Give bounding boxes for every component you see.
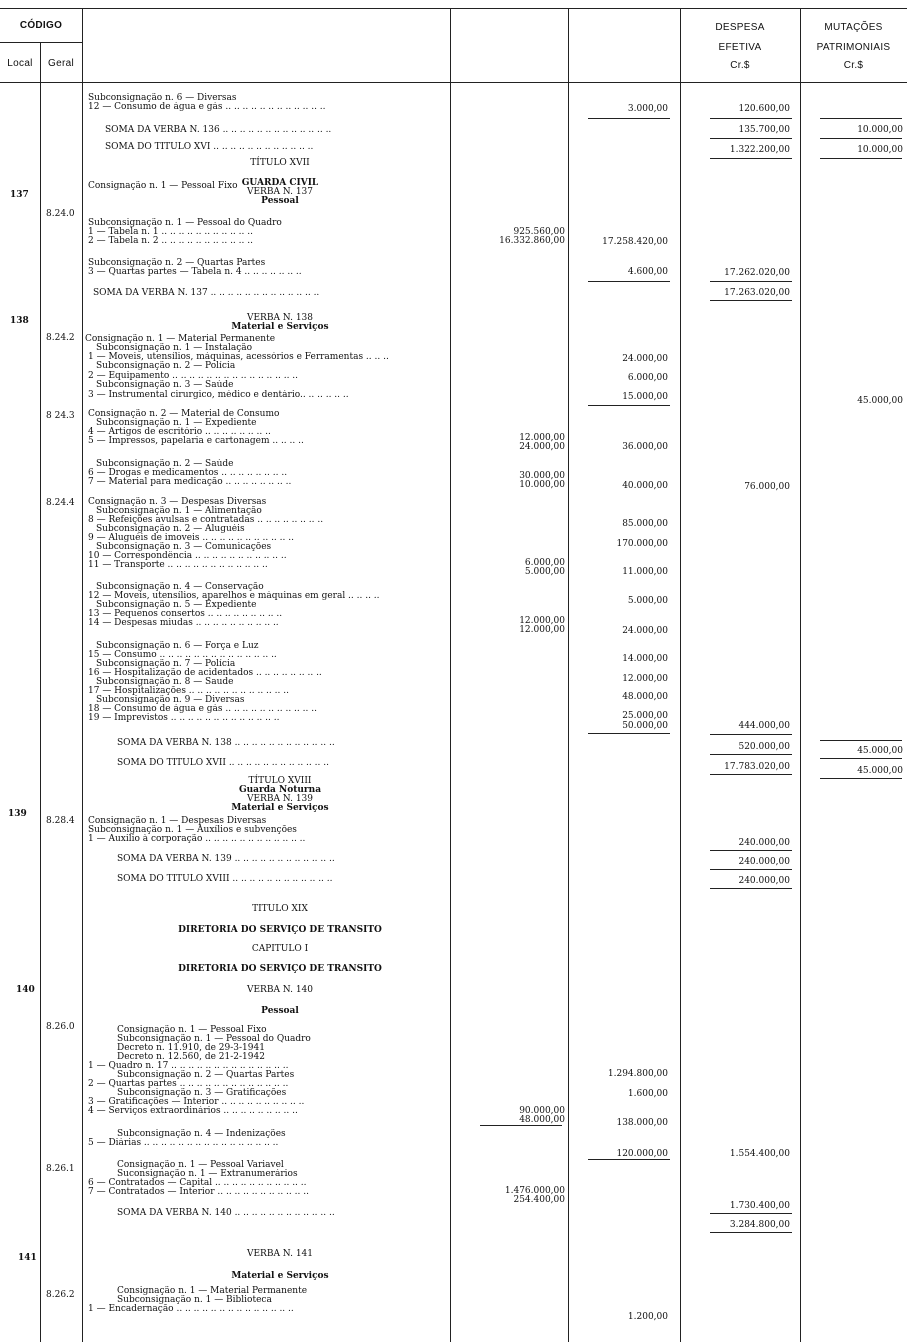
line-item-text: Subconsignação n. 2 — Saúde <box>96 459 234 469</box>
line-item-text: 4 — Artigos de escritório .. .. .. .. .. .. .. .. <box>88 427 271 437</box>
despesa-efetiva-value: 17.263.020,00 <box>724 288 790 298</box>
line-item-text: Subconsignação n. 3 — Saúde <box>96 380 234 390</box>
sum-rule <box>588 1159 670 1160</box>
despesa-efetiva-value: 444.000,00 <box>738 721 790 731</box>
amount-col2: 48.000,00 <box>622 692 668 702</box>
sum-rule <box>820 740 902 741</box>
section-title: TITULO XIX <box>252 904 308 914</box>
col-sep-col3 <box>800 8 801 1342</box>
mutacoes-value: 45.000,00 <box>857 766 903 776</box>
line-item-text: Subconsignação n. 9 — Diversas <box>96 695 245 705</box>
line-item-text: 2 — Quartas partes .. .. .. .. .. .. .. .. .. .. .. .. .. <box>88 1079 289 1089</box>
sum-rule <box>820 778 902 779</box>
amount-col2: 6.000,00 <box>627 373 668 383</box>
sum-rule <box>710 850 792 851</box>
line-item-text: 6 — Drogas e medicamentos .. .. .. .. .. .. .. .. <box>88 468 288 478</box>
geral-code: 8.24.4 <box>46 498 75 508</box>
mutacoes-value: 10.000,00 <box>857 125 903 135</box>
section-title: CAPITULO I <box>251 944 309 954</box>
amount-col1: 6.000,00 <box>524 558 565 568</box>
amount-col1: 5.000,00 <box>524 567 565 577</box>
amount-col1: 24.000,00 <box>519 442 565 452</box>
line-item-text: 2 — Tabela n. 2 .. .. .. .. .. .. .. .. .. .. .. <box>88 236 253 246</box>
line-item-text: 7 — Material para medicação .. .. .. .. .. .. .. .. <box>88 477 292 487</box>
line-item-text: Subconsignação n. 1 — Pessoal do Quadro <box>117 1034 311 1044</box>
line-item-text: 9 — Aluguéis de imoveis .. .. .. .. .. .. .. .. .. .. .. <box>88 533 294 543</box>
line-item-text: Subconsignação n. 4 — Indenizações <box>117 1129 286 1139</box>
line-item-text: 12 — Consumo de água e gás .. .. .. .. .. .. .. .. .. .. .. .. <box>88 102 326 112</box>
amount-col2: 14.000,00 <box>622 654 668 664</box>
line-item-text: Consignação n. 2 — Material de Consumo <box>88 409 280 419</box>
sum-rule <box>710 869 792 870</box>
sum-rule <box>588 733 670 734</box>
line-item-text: Subconsignação n. 3 — Comunicações <box>96 542 272 552</box>
line-item-text: Subconsignação n. 1 — Instalação <box>96 343 253 353</box>
header-bottom-rule <box>0 82 907 83</box>
sum-rule <box>710 138 792 139</box>
sum-rule <box>710 888 792 889</box>
despesa-efetiva-value: 17.783.020,00 <box>724 762 790 772</box>
line-item-text: Subconsignação n. 1 — Pessoal do Quadro <box>88 218 282 228</box>
geral-code: 8.24.0 <box>46 209 75 219</box>
section-title: Material e Serviços <box>231 322 329 332</box>
line-item-text: 5 — Diárias .. .. .. .. .. .. .. .. .. .. .. .. .. .. .. .. <box>88 1138 279 1148</box>
amount-col1: 10.000,00 <box>519 480 565 490</box>
col-sep-local <box>40 42 41 1342</box>
line-item-text: Subconsignação n. 2 — Polícia <box>96 361 236 371</box>
section-title: DIRETORIA DO SERVIÇO DE TRANSITO <box>178 925 382 935</box>
amount-col2: 36.000,00 <box>622 442 668 452</box>
sum-rule <box>710 1232 792 1233</box>
amount-col1: 16.332.860,00 <box>499 236 565 246</box>
section-title: TÍTULO XVII <box>250 158 310 168</box>
sum-rule <box>480 1125 562 1126</box>
line-item-text: SOMA DA VERBA N. 137 .. .. .. .. .. .. .. .. .. .. .. .. .. <box>93 288 320 298</box>
geral-code: 8.24.2 <box>46 333 75 343</box>
line-item-text: Subconsignação n. 1 — Auxílios e subvenções <box>88 825 297 835</box>
section-title: Pessoal <box>261 1006 299 1016</box>
sum-rule <box>588 118 670 119</box>
line-item-text: Subconsignação n. 1 — Expediente <box>96 418 257 428</box>
line-item-text: 8 — Refeições avulsas e contratadas .. .. .. .. .. .. .. .. <box>88 515 324 525</box>
amount-col2: 50.000,00 <box>622 721 668 731</box>
amount-col2: 85.000,00 <box>622 519 668 529</box>
section-title: Pessoal <box>261 196 299 206</box>
line-item-text: Consignação n. 1 — Material Permanente <box>117 1286 308 1296</box>
line-item-text: SOMA DA VERBA N. 140 .. .. .. .. .. .. .. .. .. .. .. .. <box>117 1208 335 1218</box>
line-item-text: 5 — Impressos, papelaria e cartonagem .. .. .. .. <box>88 436 304 446</box>
line-item-text: 7 — Contratados — Interior .. .. .. .. .. .. .. .. .. .. .. <box>88 1187 309 1197</box>
line-item-text: Consignação n. 1 — Pessoal Fixo <box>117 1025 267 1035</box>
mutacoes-value: 45.000,00 <box>857 396 903 406</box>
line-item-text: Consignação n. 1 — Material Permanente <box>85 334 276 344</box>
col-sep-col2 <box>680 8 681 1342</box>
section-title: VERBA N. 138 <box>246 313 314 323</box>
line-item-text: Subconsignação n. 2 — Quartas Partes <box>88 258 266 268</box>
sum-rule <box>588 281 670 282</box>
col-sep-desc <box>450 8 451 1342</box>
line-item-text: 10 — Correspondência .. .. .. .. .. .. .. .. .. .. .. <box>88 551 287 561</box>
section-title: VERBA N. 137 <box>246 187 314 197</box>
line-item-text: SOMA DO TÍTULO XVI .. .. .. .. .. .. .. .. .. .. .. .. <box>105 142 314 152</box>
verba-local-code: 137 <box>10 190 29 200</box>
amount-col2: 40.000,00 <box>622 481 668 491</box>
line-item-text: 14 — Despesas miudas .. .. .. .. .. .. .. .. .. .. <box>88 618 279 628</box>
despesa-efetiva-value: 135.700,00 <box>738 125 790 135</box>
geral-code: 8.26.1 <box>46 1164 75 1174</box>
header-geral: Geral <box>48 58 74 69</box>
header-despesa-1: DESPESA <box>715 22 765 33</box>
line-item-text: Subconsignação n. 7 — Polícia <box>96 659 236 669</box>
amount-col1: 12.000,00 <box>519 616 565 626</box>
sum-rule <box>710 118 792 119</box>
amount-col1: 12.000,00 <box>519 433 565 443</box>
line-item-text: Consignação n. 1 — Despesas Diversas <box>88 816 267 826</box>
codigo-divider <box>0 42 82 43</box>
amount-col2: 120.000,00 <box>616 1149 668 1159</box>
amount-col2: 24.000,00 <box>622 354 668 364</box>
section-title: GUARDA CIVIL <box>241 178 319 188</box>
despesa-efetiva-value: 1.730.400,00 <box>729 1201 790 1211</box>
amount-col2: 12.000,00 <box>622 674 668 684</box>
sum-rule <box>710 754 792 755</box>
sum-rule <box>710 158 792 159</box>
line-item-text: 15 — Consumo .. .. .. .. .. .. .. .. .. .. .. .. .. .. <box>88 650 277 660</box>
header-despesa-3: Cr.$ <box>730 60 750 71</box>
sum-rule <box>588 405 670 406</box>
sum-rule <box>820 758 902 759</box>
line-item-text: SOMA DO TÍTULO XVII .. .. .. .. .. .. .. .. .. .. .. .. <box>117 758 329 768</box>
line-item-text: 1 — Tabela n. 1 .. .. .. .. .. .. .. .. .. .. .. <box>88 227 253 237</box>
amount-col1: 12.000,00 <box>519 625 565 635</box>
line-item-text: 16 — Hospitalização de acidentados .. .. .. .. .. .. .. .. <box>88 668 322 678</box>
despesa-efetiva-value: 76.000,00 <box>744 482 790 492</box>
line-item-text: Subconsignação n. 6 — Diversas <box>88 93 237 103</box>
amount-col2: 170.000,00 <box>616 539 668 549</box>
despesa-efetiva-value: 240.000,00 <box>738 838 790 848</box>
line-item-text: 4 — Serviços extraordinários .. .. .. .. .. .. .. .. .. <box>88 1106 298 1116</box>
line-item-text: 1 — Auxilio à corporação .. .. .. .. .. .. .. .. .. .. .. .. <box>88 834 306 844</box>
line-item-text: Subconsignação n. 8 — Saude <box>96 677 234 687</box>
amount-col2: 24.000,00 <box>622 626 668 636</box>
header-mutacoes-3: Cr.$ <box>843 60 864 71</box>
section-title: Material e Serviços <box>231 1271 329 1281</box>
sum-rule <box>820 118 902 119</box>
section-title: VERBA N. 140 <box>246 985 314 995</box>
verba-local-code: 140 <box>16 985 35 995</box>
amount-col1: 254.400,00 <box>513 1195 565 1205</box>
amount-col1: 30.000,00 <box>519 471 565 481</box>
verba-local-code: 141 <box>18 1253 37 1263</box>
line-item-text: Subconsignação n. 2 — Quartas Partes <box>117 1070 295 1080</box>
line-item-text: Subconsignação n. 6 — Força e Luz <box>96 641 259 651</box>
amount-col1: 48.000,00 <box>519 1115 565 1125</box>
line-item-text: Subconsignação n. 2 — Aluguéis <box>96 524 245 534</box>
sum-rule <box>820 138 902 139</box>
line-item-text: 3 — Instrumental cirurgico, médico e dentário.. .. .. .. .. .. <box>88 390 349 400</box>
line-item-text: 19 — Imprevistos .. .. .. .. .. .. .. .. .. .. .. .. .. <box>88 713 280 723</box>
line-item-text: 18 — Consumo de água e gás .. .. .. .. .. .. .. .. .. .. .. <box>88 704 317 714</box>
amount-col2: 138.000,00 <box>616 1118 668 1128</box>
line-item-text: SOMA DA VERBA N. 139 .. .. .. .. .. .. .. .. .. .. .. .. <box>117 854 335 864</box>
despesa-efetiva-value: 1.322.200,00 <box>729 145 790 155</box>
line-item-text: Subconsignação n. 4 — Conservação <box>96 582 264 592</box>
despesa-efetiva-value: 240.000,00 <box>738 857 790 867</box>
line-item-text: Subconsignação n. 1 — Alimentação <box>96 506 262 516</box>
line-item-text: Subconsignação n. 5 — Expediente <box>96 600 257 610</box>
amount-col2: 1.294.800,00 <box>607 1069 668 1079</box>
section-title: VERBA N. 141 <box>246 1249 314 1259</box>
amount-col2: 25.000,00 <box>622 711 668 721</box>
line-item-text: Decreto n. 11.910, de 29-3-1941 <box>117 1043 265 1053</box>
section-title: VERBA N. 139 <box>246 794 314 804</box>
section-title: Material e Serviços <box>231 803 329 813</box>
line-item-text: 11 — Transporte .. .. .. .. .. .. .. .. .. .. .. .. <box>88 560 268 570</box>
sum-rule <box>820 158 902 159</box>
line-item-text: Subconsignação n. 3 — Gratificações <box>117 1088 287 1098</box>
line-item-text: 3 — Gratificações — Interior .. .. .. .. .. .. .. .. .. .. <box>88 1097 305 1107</box>
amount-col2: 5.000,00 <box>627 596 668 606</box>
sum-rule <box>710 734 792 735</box>
line-item-text: Consignação n. 3 — Despesas Diversas <box>88 497 267 507</box>
line-item-text: Consignação n. 1 — Pessoal Variavel <box>117 1160 284 1170</box>
line-item-text: 17 — Hospitalizações .. .. .. .. .. .. .. .. .. .. .. .. <box>88 686 289 696</box>
geral-code: 8 24.3 <box>46 411 75 421</box>
amount-col1: 1.476.000,00 <box>504 1186 565 1196</box>
despesa-efetiva-value: 3.284.800,00 <box>729 1220 790 1230</box>
sum-rule <box>710 281 792 282</box>
line-item-text: Decreto n. 12.560, de 21-2-1942 <box>117 1052 265 1062</box>
geral-code: 8.26.0 <box>46 1022 75 1032</box>
amount-col2: 1.200,00 <box>627 1312 668 1322</box>
line-item-text: Subconsignação n. 1 — Biblioteca <box>117 1295 272 1305</box>
header-despesa-2: EFETIVA <box>718 42 762 53</box>
line-item-text: 12 — Moveis, utensílios, aparelhos e máquinas em geral .. .. .. .. <box>88 591 380 601</box>
despesa-efetiva-value: 17.262.020,00 <box>724 268 790 278</box>
header-mutacoes-1: MUTAÇÕES <box>824 22 883 33</box>
sum-rule <box>710 774 792 775</box>
header-mutacoes-2: PATRIMONIAIS <box>816 42 891 53</box>
geral-code: 8.26.2 <box>46 1290 75 1300</box>
despesa-efetiva-value: 120.600,00 <box>738 104 790 114</box>
line-item-text: 1 — Encadernação .. .. .. .. .. .. .. .. .. .. .. .. .. .. <box>88 1304 294 1314</box>
mutacoes-value: 45.000,00 <box>857 746 903 756</box>
amount-col2: 15.000,00 <box>622 392 668 402</box>
line-item-text: 1 — Quadro n. 17 .. .. .. .. .. .. .. .. .. .. .. .. .. .. <box>88 1061 289 1071</box>
despesa-efetiva-value: 520.000,00 <box>738 742 790 752</box>
mutacoes-value: 10.000,00 <box>857 145 903 155</box>
despesa-efetiva-value: 240.000,00 <box>738 876 790 886</box>
amount-col2: 4.600,00 <box>627 267 668 277</box>
amount-col2: 1.600,00 <box>627 1089 668 1099</box>
amount-col1: 925.560,00 <box>513 227 565 237</box>
verba-local-code: 138 <box>10 316 29 326</box>
line-item-text: 2 — Equipamento .. .. .. .. .. .. .. .. .. .. .. .. .. .. .. <box>88 371 299 381</box>
sum-rule <box>710 300 792 301</box>
section-title: DIRETORIA DO SERVIÇO DE TRANSITO <box>178 964 382 974</box>
despesa-efetiva-value: 1.554.400,00 <box>729 1149 790 1159</box>
line-item-text: 1 — Moveis, utensílios, máquinas, acessórios e Ferramentas .. .. .. <box>88 352 389 362</box>
amount-col2: 3.000,00 <box>627 104 668 114</box>
line-item-text: 6 — Contratados — Capital .. .. .. .. .. .. .. .. .. .. .. <box>88 1178 307 1188</box>
top-rule <box>0 8 907 9</box>
geral-code: 8.28.4 <box>46 816 75 826</box>
section-title: Guarda Noturna <box>238 785 322 795</box>
amount-col2: 17.258.420,00 <box>602 237 668 247</box>
line-item-text: 13 — Pequenos consertos .. .. .. .. .. .. .. .. .. <box>88 609 283 619</box>
section-title: TÍTULO XVIII <box>248 776 312 786</box>
verba-local-code: 139 <box>8 809 27 819</box>
line-item-text: Suconsignação n. 1 — Extranumerários <box>117 1169 298 1179</box>
header-codigo: CÓDIGO <box>19 20 63 31</box>
col-sep-geral <box>82 8 83 1342</box>
line-item-text: SOMA DA VERBA N. 138 .. .. .. .. .. .. .. .. .. .. .. .. <box>117 738 335 748</box>
line-item-text: SOMA DA VERBA N. 136 .. .. .. .. .. .. .. .. .. .. .. .. .. <box>105 125 332 135</box>
line-item-text: 3 — Quartas partes — Tabela n. 4 .. .. .. .. .. .. .. <box>88 267 302 277</box>
line-item-text: SOMA DO TÍTULO XVIII .. .. .. .. .. .. .. .. .. .. .. .. <box>117 874 333 884</box>
amount-col2: 11.000,00 <box>622 567 668 577</box>
header-local: Local <box>7 58 33 69</box>
line-item-text: Consignação n. 1 — Pessoal Fixo <box>88 181 238 191</box>
sum-rule <box>710 1213 792 1214</box>
amount-col1: 90.000,00 <box>519 1106 565 1116</box>
